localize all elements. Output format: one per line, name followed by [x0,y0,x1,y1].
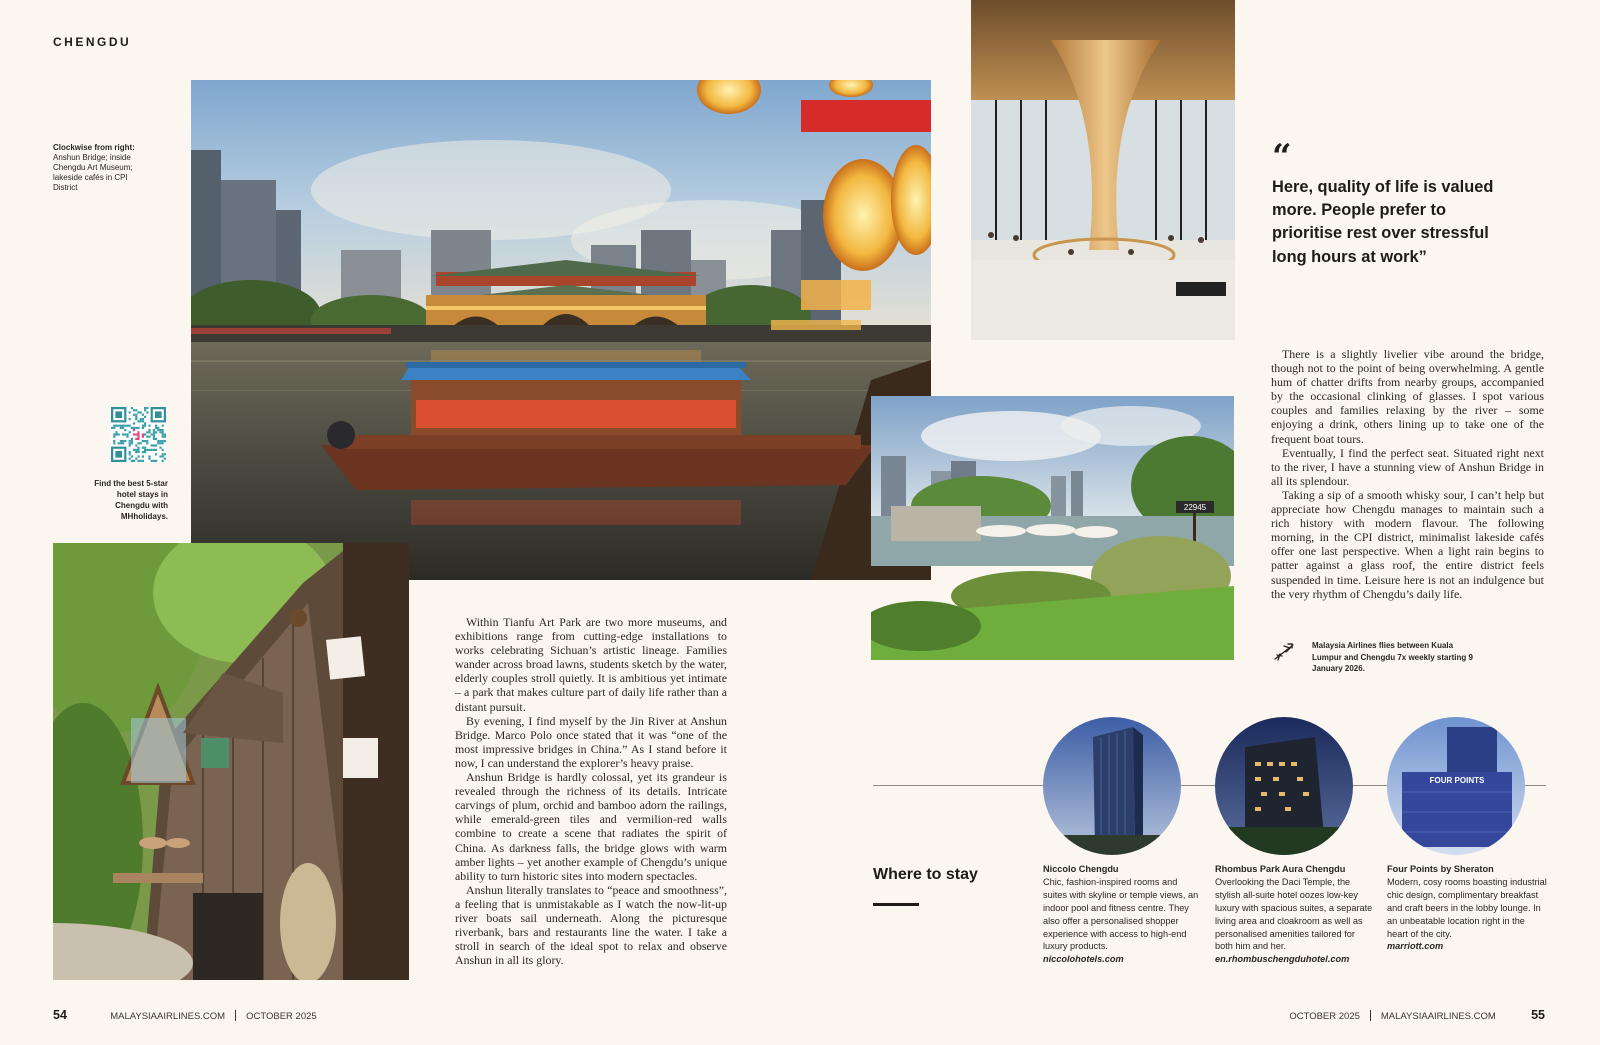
folio-left [53,1008,317,1022]
folio-separator [235,1010,236,1021]
hotel-url[interactable]: niccolohotels.com [1043,954,1124,965]
hotel-photo-niccolo [1043,717,1181,855]
folio-site[interactable]: MALAYSIAAIRLINES.COM [110,1011,226,1022]
body-text-right [1271,347,1544,601]
hotel-description: Chic, fashion-inspired rooms and suites with skyline or temple views, an indoor pool and fitness centre. They also offer a personalised shopper experience with access to high-end luxury products. [1043,876,1199,952]
hotel-entry-four-points [1387,863,1547,953]
folio-issue: OCTOBER 2025 [1289,1011,1360,1022]
signpost-number: 22945 [1183,503,1207,512]
hotel-entry-niccolo [1043,863,1203,966]
flight-note: Malaysia Airlines flies between Kuala Lumpur and Chengdu 7x weekly starting 9 January 2026. [1312,641,1473,673]
body-paragraph: Anshun literally translates to “peace and smoothness”, a feeling that is unmistakable as I watch the now-lit-up river boats sail underneath. Along the picturesque riverbank, bars and restaurants line the water. I take a stroll in search of the ideal spot to relax and observe Anshun in all its glory. [455,882,727,968]
body-paragraph: By evening, I find myself by the Jin River at Anshun Bridge. Marco Polo once stated that it was “one of the most impressive bridges in China.” As I stand before it now, I can understand the explorer’s heavy praise. [455,713,727,770]
hotel-sign-text: FOUR POINTS [1429,776,1485,785]
pull-quote [1272,176,1512,269]
title-underline [873,903,919,906]
hotel-photo-four-points [1387,717,1525,855]
body-paragraph: There is a slightly livelier vibe around the bridge, though not to the point of being overwhelming. A gentle hum of chatter drifts from nearby groups, accompanied by the occasional clinking of glasses. I spot various couples and families relaxing by the river – some enjoying a drink, others lining up to take one of the frequent boat tours. [1271,347,1544,446]
folio-issue: OCTOBER 2025 [246,1011,317,1022]
body-paragraph: Anshun Bridge is hardly colossal, yet its grandeur is revealed through the richness of its details. Intricate carvings of plum, orchid and bamboo adorn the railings, while emerald-green tiles and vermilion-red walls combine to create a scene that radiates the spirit of China. As darkness falls, the bridge glows with warm amber lights – yet another example of Chengdu’s unique ability to turn historic sites into modern spectacles. [455,770,727,883]
page-number-left: 54 [53,1008,67,1022]
hotel-description: Modern, cosy rooms boasting industrial chic design, complimentary breakfast and craft beers in the lobby lounge. In an unbeatable location right in the heart of the city. [1387,876,1547,939]
photo-caption [53,143,153,193]
qr-note: Find the best 5-star hotel stays in Chengdu with MHholidays. [94,479,168,521]
photo-lakeside-cafe [871,396,1234,660]
folio-site[interactable]: MALAYSIAAIRLINES.COM [1380,1011,1496,1022]
page-number-right: 55 [1531,1008,1545,1022]
airplane-icon [1272,640,1296,664]
hotel-description: Overlooking the Daci Temple, the stylish all-suite hotel oozes low-key luxury with spacious suites, a separate living area and cloakroom as well as personalised amenities tailored for both him and her. [1215,876,1373,952]
body-paragraph: Eventually, I find the perfect seat. Situated right next to the river, I have a stunning view of Anshun Bridge in all its splendour. [1271,445,1544,488]
folio-right [1289,1008,1545,1022]
hotel-photo-rhombus [1215,717,1353,855]
photo-art-museum [971,0,1235,340]
body-paragraph: Taking a sip of a smooth whisky sour, I can’t help but appreciate how Chengdu manages to maintain such a rich history with modern flavour. The following morning, in the CPI district, minimalist lakeside cafés offer one last perspective. When a light rain begins to patter against a glass roof, the entire district feels suspended in time. Leisure here is not an indulgence but the very rhythm of Chengdu’s daily life. [1271,487,1544,601]
qr-code[interactable] [111,407,166,462]
photo-garden-cafe [53,543,409,980]
qr-code-icon [111,407,166,462]
hotel-name: Niccolo Chengdu [1043,864,1119,874]
hotel-url[interactable]: marriott.com [1387,941,1444,952]
caption-lead: Clockwise from right: [53,143,135,152]
where-to-stay-title: Where to stay [873,866,978,883]
body-text-center [455,615,727,967]
caption-text: Anshun Bridge; inside Chengdu Art Museum; lakeside cafés in CPI District [53,153,133,192]
hotel-url[interactable]: en.rhombuschengduhotel.com [1215,954,1350,965]
photo-anshun-bridge [191,80,931,580]
section-label: CHENGDU [53,35,132,49]
quote-close-mark: ” [1418,247,1427,266]
hotel-name: Four Points by Sheraton [1387,864,1494,874]
quote-open-mark: “ [1272,137,1292,177]
hotel-name: Rhombus Park Aura Chengdu [1215,864,1346,874]
pull-quote-text: Here, quality of life is valued more. People prefer to prioritise rest over stressful long hours at work [1272,178,1494,266]
folio-separator [1370,1010,1371,1021]
hotel-entry-rhombus [1215,863,1375,966]
body-paragraph: Within Tianfu Art Park are two more museums, and exhibitions range from cutting-edge installations to works celebrating Sichuan’s artistic lineage. Families wander across broad lawns, students sketch by the water, elderly couples stroll quietly. It is ambitious yet intimate – a park that makes culture part of daily life rather than a distant pursuit. [455,615,727,714]
